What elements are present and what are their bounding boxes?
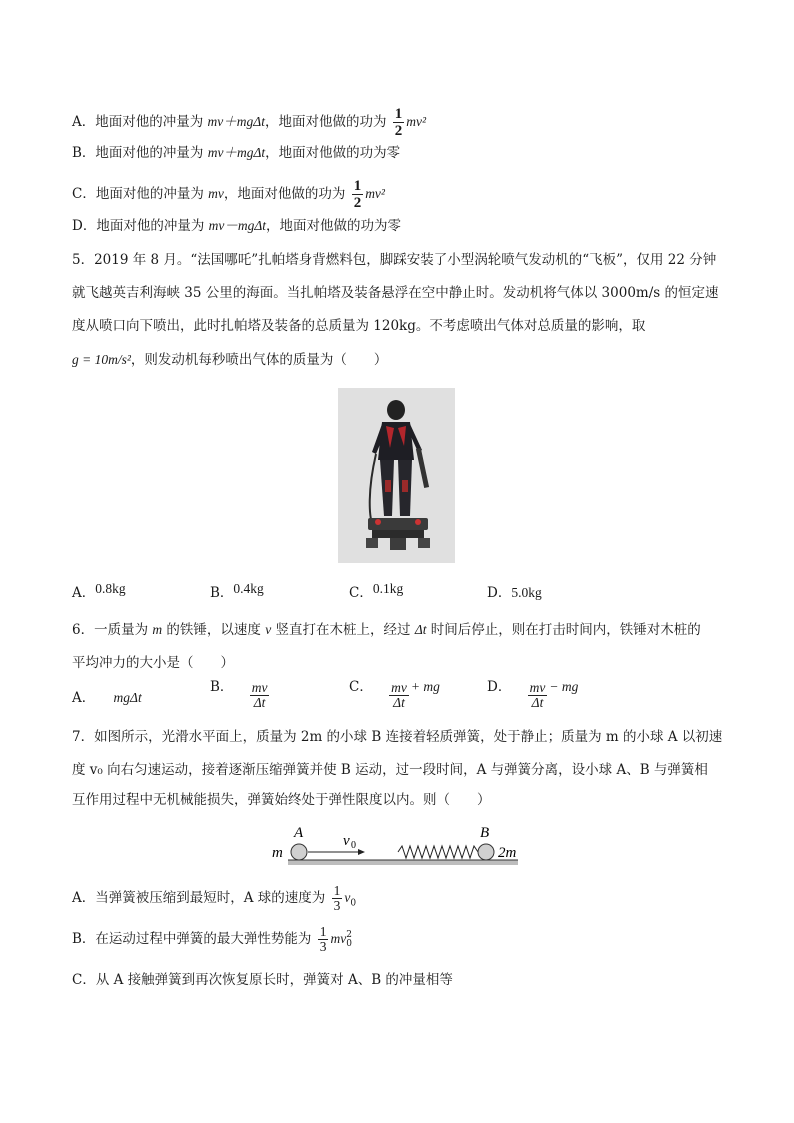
- option-label: D．: [487, 585, 512, 601]
- label-v0: v: [343, 833, 350, 849]
- math-expr: mv: [330, 931, 347, 946]
- q6-stem-line1: [72, 620, 701, 640]
- math-expr: mv: [208, 186, 224, 201]
- math-var: m: [152, 622, 163, 637]
- q5-stem-line4: [72, 350, 387, 370]
- math-sub: 0: [350, 898, 357, 909]
- math-expr: v: [344, 890, 351, 905]
- q7-stem-line3: 互作用过程中无机械能损失，弹簧始终处于弹性限度以内。则（ ）: [72, 792, 491, 808]
- stem-text: 的铁锤，以速度: [162, 622, 266, 638]
- option-label: D．: [487, 679, 512, 695]
- q6-option-c: [349, 681, 440, 710]
- q4-option-a: [72, 106, 426, 139]
- q5-option-a: [72, 583, 126, 603]
- ball-b: [478, 844, 494, 860]
- q7-option-a: [72, 884, 356, 914]
- option-label: B．: [210, 679, 234, 695]
- q4-option-b: [72, 143, 400, 163]
- math-expr: + mg: [410, 679, 440, 694]
- q5-option-b: [210, 583, 264, 603]
- option-text: 当弹簧被压缩到最短时，A 球的速度为: [95, 890, 326, 906]
- option-label: A．: [72, 585, 96, 601]
- fraction: $\frac{1}{2}$: [394, 106, 403, 139]
- q6-option-b: [210, 681, 271, 710]
- label-2m: 2m: [498, 845, 517, 861]
- q6-option-d: [487, 681, 578, 710]
- ground: [288, 860, 518, 865]
- option-value: 0.4kg: [233, 581, 264, 596]
- option-text: 从 A 接触弹簧到再次恢复原长时，弹簧对 A、B 的冲量相等: [95, 972, 453, 988]
- q5-option-d: [487, 583, 542, 603]
- flyboard-photo: [338, 388, 455, 563]
- ball-a: [291, 844, 307, 860]
- q6-stem-line2: 平均冲力的大小是（ ）: [72, 655, 234, 671]
- option-text: ，地面对他做的功为零: [265, 145, 401, 161]
- stem-text: 竖直打在木桩上，经过: [271, 622, 415, 638]
- label-v0-sub: 0: [351, 840, 356, 851]
- option-label: B．: [72, 931, 96, 947]
- label-b: B: [480, 825, 490, 841]
- q4-option-c: [72, 178, 385, 211]
- label-m: m: [272, 845, 283, 861]
- math-expr: − mg: [549, 679, 579, 694]
- q5-option-c: [349, 583, 403, 603]
- q7-stem-line2: 度 v₀ 向右匀速运动，接着逐渐压缩弹簧并使 B 运动，过一段时间，A 与弹簧分离，设小球 A、B 与弹簧相: [72, 762, 708, 778]
- option-value: 0.8kg: [95, 581, 126, 596]
- option-label: C．: [349, 585, 373, 601]
- math-expr: mv－mgΔt: [208, 218, 267, 233]
- q7-stem-line1: 7．如图所示，光滑水平面上，质量为 2m 的小球 B 连接着轻质弹簧，处于静止；质量为 m 的小球 A 以初速: [72, 729, 723, 745]
- q5-stem-line3: 度从喷口向下喷出，此时扎帕塔及装备的总质量为 120kg。不考虑喷出气体对总质量的影响，取: [72, 318, 646, 334]
- math-var: v: [265, 622, 272, 637]
- label-a: A: [294, 825, 304, 841]
- fraction: $\frac{1}{3}$: [333, 883, 341, 913]
- option-label: A．: [72, 114, 96, 130]
- q4-option-d: [72, 216, 401, 236]
- option-value: 0.1kg: [372, 581, 404, 596]
- option-text: 地面对他的冲量为: [95, 186, 209, 202]
- fraction: $\frac{1}{2}$: [353, 178, 362, 211]
- fraction: $\frac{mv}{\Delta t}$: [391, 680, 407, 710]
- math-expr: mv²: [406, 114, 427, 129]
- math-expr: g = 10m/s²: [72, 352, 131, 367]
- q5-stem-line2: 就飞越英吉利海峡 35 公里的海面。当扎帕塔及装备悬浮在空中静止时。发动机将气体以 3000m/s 的恒定速: [72, 285, 719, 301]
- math-expr: mv＋mgΔt: [207, 114, 265, 129]
- fraction: $\frac{1}{3}$: [319, 924, 327, 954]
- option-label: A．: [72, 890, 96, 906]
- sub-sup: 2 0: [346, 929, 352, 949]
- option-text: 地面对他的冲量为: [95, 114, 208, 130]
- fraction: $\frac{mv}{\Delta t}$: [251, 680, 268, 710]
- spring-collision-diagram: [268, 823, 528, 871]
- option-label: D．: [72, 218, 97, 234]
- stem-text: 时间后停止，则在打击时间内，铁锤对木桩的: [426, 622, 701, 638]
- option-label: C．: [72, 186, 96, 202]
- q5-question-text: ，则发动机每秒喷出气体的质量为（ ）: [130, 352, 388, 368]
- math-var: Δt: [414, 622, 427, 637]
- math-expr: mv＋mgΔt: [207, 145, 266, 160]
- option-text: ，地面对他做的功为: [264, 114, 387, 130]
- q7-option-c: [72, 970, 453, 990]
- option-text: 地面对他的冲量为: [95, 145, 208, 161]
- option-label: B．: [72, 145, 96, 161]
- q7-option-b: [72, 925, 352, 954]
- option-label: C．: [72, 972, 96, 988]
- option-label: B．: [210, 585, 234, 601]
- option-label: C．: [349, 679, 373, 695]
- stem-text: 6．一质量为: [72, 622, 153, 638]
- option-text: 在运动过程中弹簧的最大弹性势能为: [95, 931, 312, 947]
- option-text: 地面对他的冲量为: [96, 218, 209, 234]
- fraction: $\frac{mv}{\Delta t}$: [529, 680, 546, 710]
- option-text: ，地面对他做的功为: [223, 186, 346, 202]
- math-expr: mgΔt: [113, 690, 142, 705]
- q5-stem-line1: 5．2019 年 8 月。“法国哪吒”扎帕塔身背燃料包，脚踩安装了小型涡轮喷气发动机的“飞板”，仅用 22 分钟: [72, 252, 717, 268]
- option-text: ，地面对他做的功为零: [266, 218, 402, 234]
- q6-option-a: [72, 688, 142, 708]
- option-label: A．: [72, 690, 96, 706]
- math-expr: mv²: [365, 186, 385, 201]
- option-value: 5.0kg: [511, 585, 542, 600]
- spring: [398, 846, 478, 858]
